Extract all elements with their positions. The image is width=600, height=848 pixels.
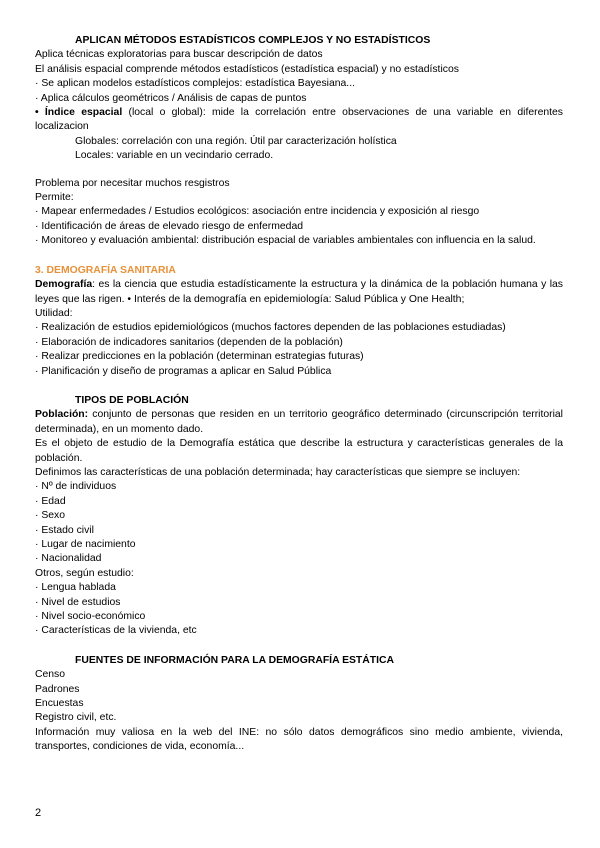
text-line-indented: Globales: correlación con una región. Útil par caracterización holística xyxy=(75,135,397,147)
text-line: El análisis espacial comprende métodos estadísticos (estadística espacial) y no estadísticos xyxy=(35,63,459,75)
list-item: · Nacionalidad xyxy=(35,553,102,565)
list-item: · Estado civil xyxy=(35,524,94,536)
text-line: Utilidad: xyxy=(35,307,73,319)
list-item: · Características de la vivienda, etc xyxy=(35,625,197,637)
list-item: · Sexo xyxy=(35,510,66,522)
text-line: Problema por necesitar muchos resgistros xyxy=(35,177,230,189)
list-item: · Nivel de estudios xyxy=(35,596,121,608)
term-indice-espacial: • Índice espacial xyxy=(35,107,123,119)
paragraph-text: (local o global): mide la correlación entre observaciones de una variable en diferentes localizacion xyxy=(35,107,563,133)
text-line: Otros, según estudio: xyxy=(35,567,134,579)
bullet-item: · Planificación y diseño de programas a aplicar en Salud Pública xyxy=(35,365,332,377)
characteristics-list xyxy=(35,480,563,566)
text-line-indented: Locales: variable en un vecindario cerrado. xyxy=(75,150,274,162)
paragraph-indice-espacial xyxy=(35,106,563,135)
bullet-item: · Realización de estudios epidemiológicos (muchos factores dependen de las poblaciones estudiadas) xyxy=(35,322,506,334)
page-number: 2 xyxy=(35,807,42,819)
list-item: · Nivel socio-económico xyxy=(35,611,146,623)
bullet-item: · Se aplican modelos estadísticos complejos: estadística Bayesiana... xyxy=(35,78,355,90)
paragraph-demografia xyxy=(35,278,563,307)
paragraph-ine: Información muy valiosa en la web del INE: no sólo datos demográficos sino medio ambiente, vivienda, transportes, condiciones de vida, economía... xyxy=(35,726,563,753)
section-heading-fuentes: FUENTES DE INFORMACIÓN PARA LA DEMOGRAFÍA ESTÁTICA xyxy=(75,654,395,666)
term-poblacion: Población: xyxy=(35,409,89,421)
list-item: Padrones xyxy=(35,683,80,695)
bullet-item: · Realizar predicciones en la población (determinan estrategias futuras) xyxy=(35,351,364,363)
paragraph-demografia-estatica: Es el objeto de estudio de la Demografía estática que describe la estructura y características generales de la población. xyxy=(35,438,563,464)
text-line: Permite: xyxy=(35,192,74,204)
list-item: · Lugar de nacimiento xyxy=(35,539,136,550)
paragraph-text: : es la ciencia que estudia estadísticamente la estructura y la dinámica de la población humana y las leyes que las rigen. • Interés de la demografía en epidemiología: Salud Pública y One Health; xyxy=(35,279,563,305)
paragraph-text: conjunto de personas que residen en un territorio geográfico determinado (circunscripción territorial determinada), en un momento dado. xyxy=(35,409,563,435)
list-item: · Edad xyxy=(35,495,66,507)
list-item: Censo xyxy=(35,669,66,681)
bullet-item: · Aplica cálculos geométricos / Análisis de capas de puntos xyxy=(35,92,307,104)
bullet-item: · Elaboración de indicadores sanitarios (dependen de la población) xyxy=(35,336,343,348)
list-item: Encuestas xyxy=(35,698,84,710)
text-line: Aplica técnicas exploratorias para buscar descripción de datos xyxy=(35,49,323,61)
list-item: · Lengua hablada xyxy=(35,582,116,594)
text-line: Definimos las características de una población determinada; hay características que siempre se incluyen: xyxy=(35,466,521,478)
bullet-item: · Mapear enfermedades / Estudios ecológicos: asociación entre incidencia y exposición al riesgo xyxy=(35,206,480,218)
term-demografia: Demografía xyxy=(35,279,93,291)
bullet-item: · Identificación de áreas de elevado riesgo de enfermedad xyxy=(35,220,304,232)
list-item: Registro civil, etc. xyxy=(35,712,117,724)
document-page xyxy=(35,34,563,755)
section-heading-tipos-poblacion: TIPOS DE POBLACIÓN xyxy=(75,394,189,406)
bullet-item: · Monitoreo y evaluación ambiental: distribución espacial de variables ambientales con influencia en la salud. xyxy=(35,235,536,247)
paragraph-poblacion xyxy=(35,408,563,437)
list-item: · Nº de individuos xyxy=(35,481,117,493)
other-characteristics-list xyxy=(35,581,563,639)
section-heading-demografia: 3. DEMOGRAFÍA SANITARIA xyxy=(35,264,176,276)
sources-list xyxy=(35,668,563,726)
section-heading-metodos: APLICAN MÉTODOS ESTADÍSTICOS COMPLEJOS Y NO ESTADÍSTICOS xyxy=(75,35,431,46)
